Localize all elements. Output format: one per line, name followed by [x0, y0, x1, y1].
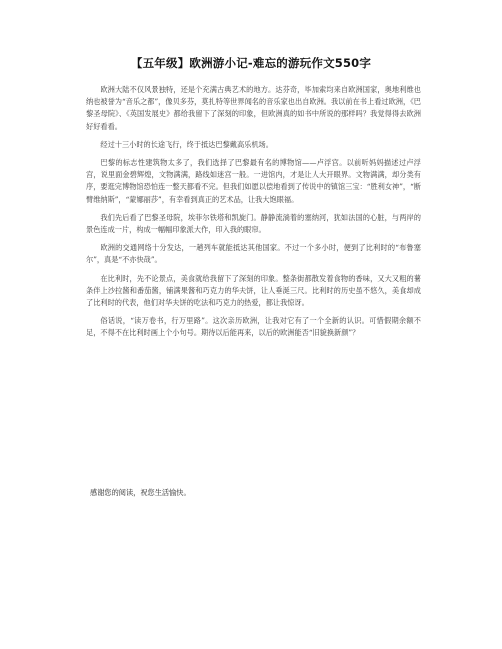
- paragraph-intro: 欧洲大陆不仅风景独特，还是个充满古典艺术的地方。达芬奇，毕加索均来自欧洲国家，奥地利维也纳也被誉为“音乐之都”，像贝多芬，莫扎特等世界闻名的音乐家也出自欧洲。我以前在书上看过欧洲，《巴黎圣母院》、《英国发展史》都给我留下了深刻的印象，但欧洲真的如书中所说的那样吗？我觉得得去欧洲好好看看。: [86, 85, 421, 131]
- paragraph-arrival: 经过十三小时的长途飞行，终于抵达巴黎戴高乐机场。: [100, 139, 273, 149]
- paragraph-transport: 欧洲的交通网络十分发达，一趟列车就能抵达其他国家。不过一个多小时，便到了比利时的“布鲁塞尔”，真是“不亦快哉”。: [86, 243, 421, 265]
- paragraph-paris-sights: 我们先后看了巴黎圣母院，埃菲尔铁塔和凯旋门。静静流淌着的塞纳河，犹如法国的心脏，与两岸的景色连成一片，构成一幅幅印象派大作，印入我的眼帘。: [86, 212, 421, 235]
- paragraph-belgium-food: 在比利时，先不论景点，美食就给我留下了深刻的印象。整条街都散发着食物的香味，又大又粗的薯条伴上沙拉酱和番茄酱，铺满果酱和巧克力的华夫饼，让人垂涎三尺。比利时的历史虽不悠久，美食却成了比利时的代表，他们对华夫饼的吃法和巧克力的热爱，都让我惊讶。: [86, 273, 421, 308]
- document-body: [86, 84, 421, 340]
- paragraph-conclusion: 俗话说，“读万卷书，行万里路”。这次亲历欧洲，让我对它有了一个全新的认识。可惜假期余额不足，不得不在比利时画上个小句号。期待以后能再来，以后的欧洲能否“旧貌换新颜”？: [86, 316, 421, 338]
- closing-note: 感谢您的阅读，祝您生活愉快。: [90, 488, 191, 497]
- document-title: 【五年级】欧洲游小记-难忘的游玩作文550字: [130, 56, 372, 70]
- paragraph-louvre: 巴黎的标志性建筑物太多了，我们选择了巴黎最有名的博物馆——卢浮宫。以前听妈妈描述过卢浮宫，说里面金碧辉煌，文物满满，路线如迷宫一般。一进馆内，才是让人大开眼界。文物满满，却分类有序，要逛完博物馆恐怕连一整天都看不完。但我们如愿以偿地看到了传说中的镇馆三宝：“胜利女神”，“断臂维纳斯”，“蒙娜丽莎”，有幸看到真正的艺术品，让我大饱眼福。: [86, 158, 421, 204]
